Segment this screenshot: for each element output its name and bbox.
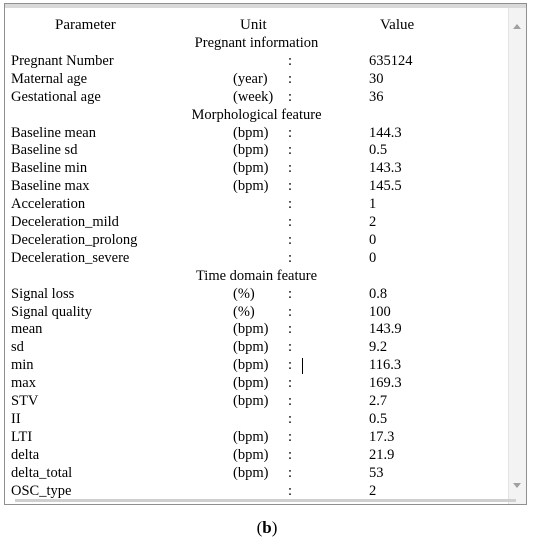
row-value: 2 — [369, 214, 377, 230]
row-parameter-name: II — [11, 410, 21, 427]
row-parameter-name: Signal loss — [11, 285, 75, 302]
section-label: Morphological feature — [191, 106, 322, 123]
row-value: 145.5 — [369, 178, 402, 195]
text-cursor — [302, 358, 303, 374]
scroll-down-icon[interactable] — [513, 483, 521, 488]
row-colon: : — [288, 303, 293, 320]
vertical-scrollbar[interactable] — [508, 8, 526, 504]
table-row — [5, 286, 508, 304]
row-value: 116.3 — [369, 357, 402, 374]
table-row — [5, 465, 508, 483]
row-unit: (%) — [233, 285, 255, 302]
row-colon: : — [288, 160, 293, 177]
row-value: 36 — [369, 88, 384, 105]
row-unit: (bpm) — [233, 446, 269, 463]
table-row — [5, 178, 508, 196]
row-unit: (bpm) — [233, 375, 269, 392]
row-parameter-name: LTI — [11, 428, 33, 445]
row-parameter-name: Baseline max — [11, 178, 90, 195]
table-row — [5, 196, 508, 214]
row-colon: : — [288, 428, 293, 445]
row-parameter-name: Signal quality — [11, 303, 92, 320]
row-unit: (bpm) — [233, 464, 269, 481]
row-parameter-name: Deceleration_severe — [11, 249, 130, 266]
row-colon: : — [288, 393, 293, 409]
section-heading — [5, 107, 508, 125]
header-parameter: Parameter — [55, 17, 116, 33]
row-value: 0 — [369, 231, 377, 248]
row-colon: : — [288, 52, 293, 69]
row-colon: : — [288, 285, 293, 302]
table-row — [5, 214, 508, 232]
row-parameter-name: Baseline sd — [11, 142, 78, 159]
section-label: Time domain feature — [195, 267, 318, 284]
row-colon: : — [288, 375, 293, 392]
row-parameter-name: sd — [11, 339, 24, 356]
table-row — [5, 160, 508, 178]
section-heading — [5, 268, 508, 286]
header-unit: Unit — [240, 17, 267, 33]
row-parameter-name: min — [11, 357, 34, 374]
row-parameter-name: OSC_type — [11, 482, 72, 499]
row-colon: : — [288, 482, 293, 499]
feature-window — [4, 3, 527, 505]
row-colon: : — [288, 178, 293, 195]
table-row — [5, 429, 508, 447]
row-value: 17.3 — [369, 428, 395, 445]
row-value: 143.9 — [369, 321, 402, 338]
feature-table-panel[interactable] — [5, 8, 508, 504]
row-colon: : — [288, 124, 293, 141]
row-unit: (bpm) — [233, 357, 269, 374]
row-unit: (bpm) — [233, 178, 269, 195]
row-colon: : — [288, 196, 293, 213]
row-colon: : — [288, 410, 293, 427]
table-row — [5, 375, 508, 393]
table-row — [5, 447, 508, 465]
row-value: 0 — [369, 249, 377, 266]
row-colon: : — [288, 142, 293, 159]
row-unit: (bpm) — [233, 160, 269, 177]
row-colon: : — [288, 231, 293, 248]
row-colon: : — [288, 214, 293, 230]
row-value: 169.3 — [369, 375, 402, 392]
row-value: 0.8 — [369, 285, 388, 302]
row-parameter-name: Maternal age — [11, 70, 88, 87]
figure-caption: (b) — [256, 518, 278, 537]
row-value: 2 — [369, 482, 377, 499]
row-colon: : — [288, 249, 293, 266]
row-unit: (%) — [233, 303, 255, 320]
row-parameter-name: Deceleration_prolong — [11, 231, 138, 248]
table-row — [5, 321, 508, 339]
row-unit: (year) — [233, 70, 268, 87]
table-row — [5, 411, 508, 429]
row-unit: (bpm) — [233, 321, 269, 338]
row-value: 30 — [369, 70, 384, 87]
table-row — [5, 142, 508, 160]
row-parameter-name: delta — [11, 446, 40, 463]
table-row — [5, 357, 508, 375]
row-parameter-name: Gestational age — [11, 88, 101, 105]
table-row — [5, 53, 508, 71]
row-colon: : — [288, 88, 293, 105]
row-value: 143.3 — [369, 160, 402, 177]
row-unit: (week) — [233, 88, 274, 105]
row-value: 21.9 — [369, 446, 395, 463]
table-row — [5, 393, 508, 411]
row-colon: : — [288, 339, 293, 356]
row-parameter-name: delta_total — [11, 464, 73, 481]
section-heading — [5, 35, 508, 53]
row-unit: (bpm) — [233, 428, 269, 445]
row-parameter-name: max — [11, 375, 36, 392]
row-colon: : — [288, 70, 293, 87]
table-row — [5, 125, 508, 143]
row-unit: (bpm) — [233, 339, 269, 356]
row-unit: (bpm) — [233, 393, 269, 409]
row-unit: (bpm) — [233, 142, 269, 159]
table-row — [5, 339, 508, 357]
row-unit: (bpm) — [233, 124, 269, 141]
row-parameter-name: Baseline min — [11, 160, 88, 177]
row-value: 1 — [369, 196, 377, 213]
table-row — [5, 232, 508, 250]
row-value: 635124 — [369, 52, 413, 69]
table-row — [5, 483, 508, 501]
row-value: 9.2 — [369, 339, 388, 356]
table-row — [5, 71, 508, 89]
row-colon: : — [288, 321, 293, 338]
row-value: 144.3 — [369, 124, 402, 141]
header-value: Value — [380, 17, 415, 33]
row-value: 100 — [369, 303, 391, 320]
row-colon: : — [288, 357, 293, 374]
row-parameter-name: Deceleration_mild — [11, 214, 119, 230]
row-parameter-name: Baseline mean — [11, 124, 96, 141]
row-colon: : — [288, 446, 293, 463]
row-value: 0.5 — [369, 410, 388, 427]
table-row — [5, 89, 508, 107]
row-parameter-name: mean — [11, 321, 43, 338]
row-parameter-name: Pregnant Number — [11, 52, 114, 69]
section-label: Pregnant information — [194, 35, 319, 51]
row-value: 2.7 — [369, 393, 388, 409]
table-row — [5, 304, 508, 322]
scroll-up-icon[interactable] — [513, 24, 521, 29]
row-value: 0.5 — [369, 142, 388, 159]
row-parameter-name: STV — [11, 393, 39, 409]
table-row — [5, 250, 508, 268]
window-bottom-edge — [15, 499, 516, 502]
row-value: 53 — [369, 464, 384, 481]
caption-letter: b — [262, 518, 272, 537]
row-parameter-name: Acceleration — [11, 196, 86, 213]
row-colon: : — [288, 464, 293, 481]
